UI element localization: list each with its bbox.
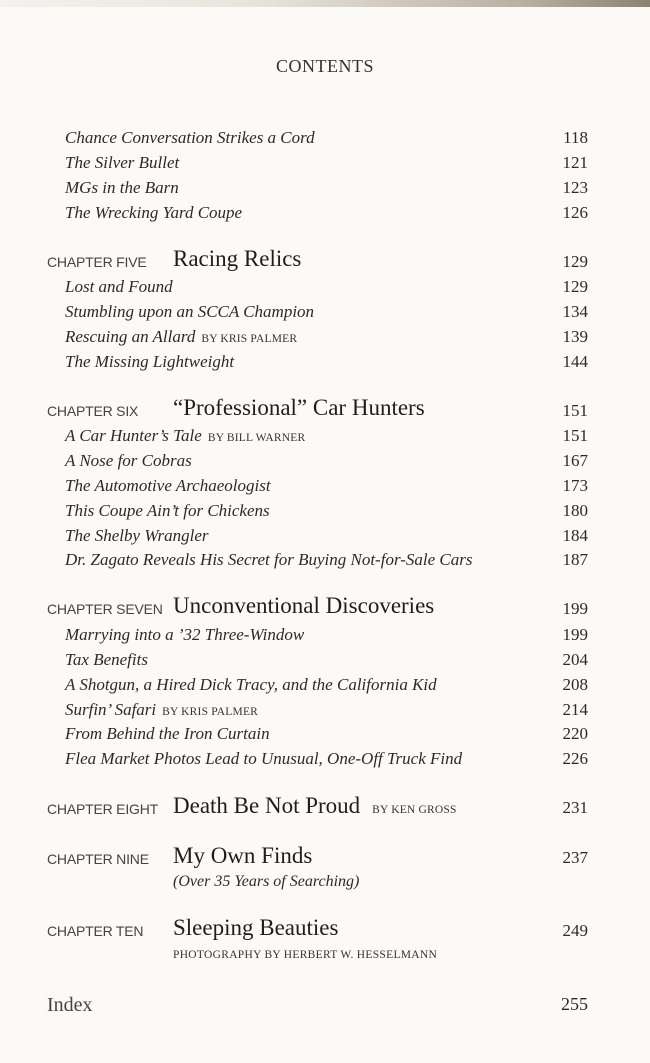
toc-entry-row[interactable] xyxy=(65,327,297,347)
toc-entry-page: 173 xyxy=(562,476,588,495)
toc-entry-page: 151 xyxy=(562,426,588,445)
toc-entry-title[interactable]: Marrying into a ’32 Three-Window xyxy=(65,625,305,644)
index-label[interactable]: Index xyxy=(47,994,93,1016)
toc-entry-page: 180 xyxy=(562,501,588,520)
chapter-page: 231 xyxy=(562,798,588,817)
toc-entry-page: 187 xyxy=(562,550,588,569)
toc-entry-page: 126 xyxy=(562,203,588,222)
toc-entry-title: Rescuing an Allard xyxy=(65,327,196,346)
entry-byline: BY KRIS PALMER xyxy=(162,706,259,718)
toc-entry-page: 118 xyxy=(563,128,588,147)
chapter-label: CHAPTER NINE xyxy=(47,851,149,867)
chapter-label: CHAPTER TEN xyxy=(47,923,144,939)
toc-entry-title[interactable]: The Wrecking Yard Coupe xyxy=(65,203,243,222)
toc-entry-title[interactable]: Flea Market Photos Lead to Unusual, One-Off Truck Find xyxy=(65,749,463,768)
toc-entry-title[interactable]: A Nose for Cobras xyxy=(65,451,192,470)
chapter-title-row[interactable] xyxy=(173,793,457,819)
chapter-title[interactable]: My Own Finds xyxy=(173,843,313,868)
toc-entry-title[interactable]: MGs in the Barn xyxy=(65,178,179,197)
chapter-page: 199 xyxy=(562,599,588,618)
toc-entry-row[interactable] xyxy=(65,700,258,720)
toc-entry-title[interactable]: This Coupe Ain’t for Chickens xyxy=(65,501,270,520)
toc-entry-page: 144 xyxy=(562,352,588,371)
chapter-page: 237 xyxy=(562,848,588,867)
toc-entry-page: 199 xyxy=(562,625,588,644)
toc-entry-page: 123 xyxy=(562,178,588,197)
toc-entry-title: A Car Hunter’s Tale xyxy=(65,426,202,445)
chapter-title[interactable]: Sleeping Beauties xyxy=(173,915,339,940)
chapter-page: 129 xyxy=(562,252,588,271)
toc-entry-title[interactable]: The Automotive Archaeologist xyxy=(65,476,271,495)
toc-entry-page: 208 xyxy=(562,675,588,694)
chapter-title[interactable]: Racing Relics xyxy=(173,246,302,271)
entry-byline: BY BILL WARNER xyxy=(207,432,306,444)
page-title: CONTENTS xyxy=(276,56,374,76)
chapter-photo-credit: PHOTOGRAPHY BY HERBERT W. HESSELMANN xyxy=(173,949,438,961)
page-top-edge xyxy=(0,0,650,7)
chapter-page: 151 xyxy=(562,401,588,420)
index-page: 255 xyxy=(561,994,588,1014)
toc-entry-row[interactable] xyxy=(65,426,305,446)
toc-entry-page: 121 xyxy=(562,153,588,172)
toc-entry-page: 226 xyxy=(562,749,588,768)
toc-entry-title[interactable]: Dr. Zagato Reveals His Secret for Buying Not-for-Sale Cars xyxy=(65,550,473,569)
entry-byline: BY KRIS PALMER xyxy=(201,333,298,345)
toc-entry-title[interactable]: Tax Benefits xyxy=(65,650,148,669)
chapter-label: CHAPTER FIVE xyxy=(47,254,147,270)
toc-entry-title[interactable]: Chance Conversation Strikes a Cord xyxy=(65,128,315,147)
toc-entry-title[interactable]: A Shotgun, a Hired Dick Tracy, and the California Kid xyxy=(65,675,437,694)
toc-entry-page: 214 xyxy=(562,700,588,719)
chapter-label: CHAPTER SEVEN xyxy=(47,601,163,617)
chapter-subtitle: (Over 35 Years of Searching) xyxy=(173,873,360,890)
toc-entry-title[interactable]: The Silver Bullet xyxy=(65,153,180,172)
toc-entry-page: 184 xyxy=(562,526,588,545)
toc-entry-page: 204 xyxy=(562,650,588,669)
chapter-label: CHAPTER SIX xyxy=(47,403,139,419)
toc-entry-page: 129 xyxy=(562,277,588,296)
chapter-title[interactable]: “Professional” Car Hunters xyxy=(173,395,425,420)
toc-entry-title[interactable]: The Shelby Wrangler xyxy=(65,526,209,545)
chapter-title: Death Be Not Proud xyxy=(173,793,361,818)
toc-entry-page: 220 xyxy=(562,724,588,743)
toc-entry-title[interactable]: Stumbling upon an SCCA Champion xyxy=(65,302,315,321)
chapter-page: 249 xyxy=(562,921,588,940)
chapter-label: CHAPTER EIGHT xyxy=(47,801,158,817)
toc-entry-title[interactable]: From Behind the Iron Curtain xyxy=(65,724,270,743)
toc-entry-page: 134 xyxy=(562,302,588,321)
toc-entry-title[interactable]: Lost and Found xyxy=(65,277,173,296)
chapter-byline: BY KEN GROSS xyxy=(372,804,457,816)
chapter-title[interactable]: Unconventional Discoveries xyxy=(173,593,435,618)
toc-entry-title: Surfin’ Safari xyxy=(65,700,157,719)
toc-entry-page: 139 xyxy=(562,327,588,346)
toc-entry-title[interactable]: The Missing Lightweight xyxy=(65,352,235,371)
toc-entry-page: 167 xyxy=(562,451,588,470)
